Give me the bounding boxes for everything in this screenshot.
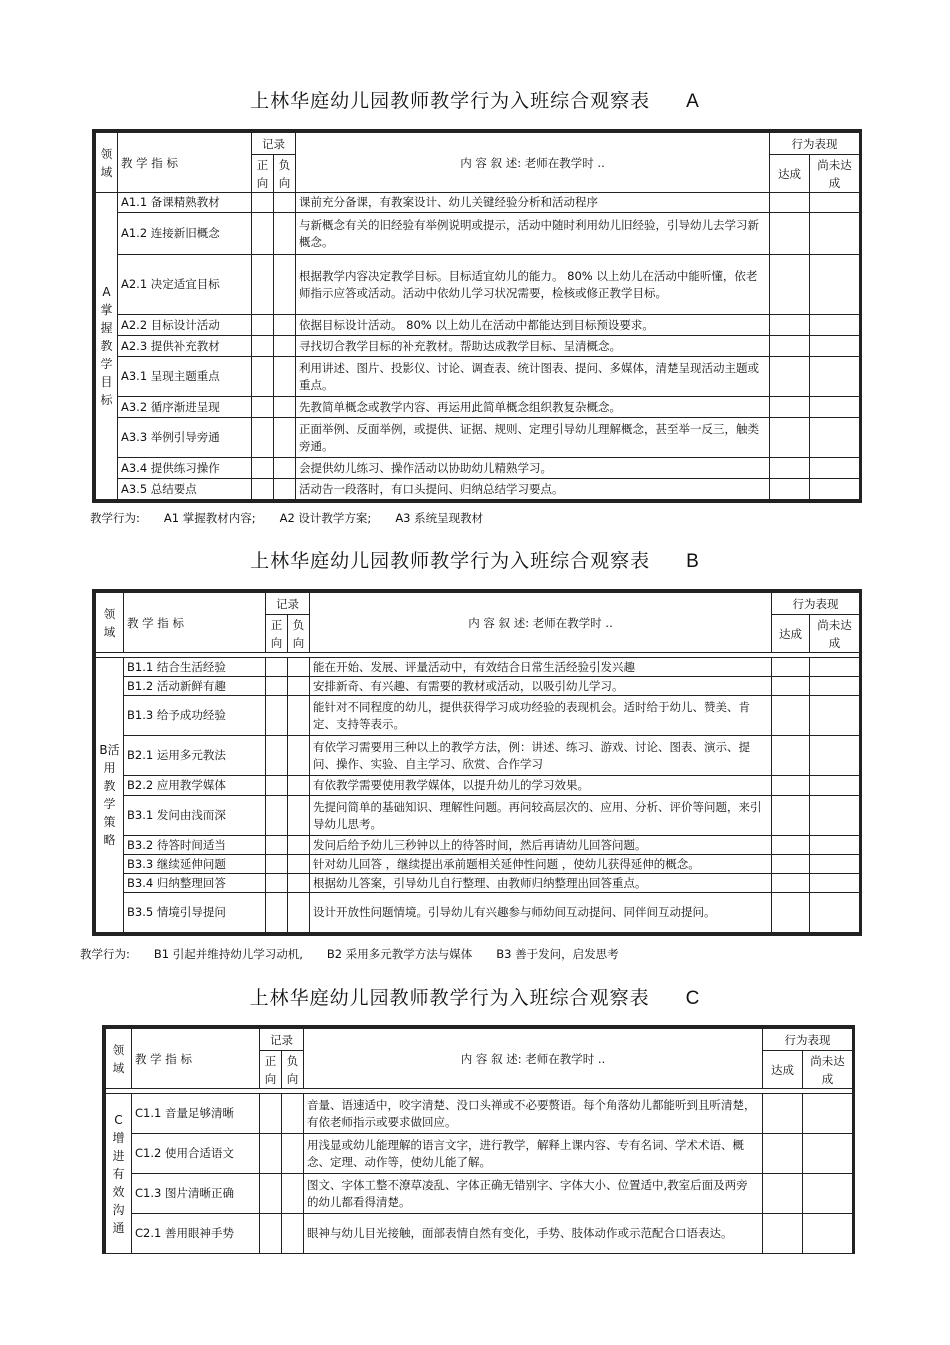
achieved-cell[interactable] bbox=[770, 479, 810, 500]
indicator-cell: A3.2 循序渐进呈现 bbox=[118, 397, 252, 418]
header-domain: 领域 bbox=[106, 1029, 132, 1089]
not-achieved-cell[interactable] bbox=[810, 796, 860, 836]
indicator-cell: A1.1 备课精熟教材 bbox=[118, 193, 252, 213]
record-positive-cell[interactable] bbox=[260, 1214, 282, 1254]
table-row bbox=[106, 1214, 853, 1254]
content-cell: 根据幼儿答案，引导幼儿自行整理、由教师归纳整理出回答重点。 bbox=[310, 874, 772, 893]
indicator-cell: B1.1 结合生活经验 bbox=[124, 658, 266, 677]
record-negative-cell[interactable] bbox=[274, 255, 296, 315]
achieved-cell[interactable] bbox=[763, 1214, 803, 1254]
content-cell: 有依教学需要使用教学媒体，以提升幼儿的学习效果。 bbox=[310, 776, 772, 796]
indicator-cell: C1.1 音量足够清晰 bbox=[132, 1094, 260, 1134]
record-positive-cell[interactable] bbox=[266, 836, 288, 855]
record-positive-cell[interactable] bbox=[252, 213, 274, 255]
record-positive-cell[interactable] bbox=[266, 855, 288, 874]
not-achieved-cell[interactable] bbox=[810, 336, 860, 357]
header-indicator: 教 学 指 标 bbox=[132, 1029, 260, 1089]
content-cell: 依据目标设计活动。 80% 以上幼儿在活动中都能达到目标预设要求。 bbox=[296, 315, 770, 336]
footer-item: B1 引起并维持幼儿学习动机, bbox=[153, 947, 303, 961]
record-negative-cell[interactable] bbox=[288, 893, 310, 933]
indicator-cell: C1.3 图片清晰正确 bbox=[132, 1174, 260, 1214]
header-positive: 正向 bbox=[252, 155, 274, 193]
not-achieved-cell[interactable] bbox=[810, 677, 860, 696]
indicator-cell: B3.4 归纳整理回答 bbox=[124, 874, 266, 893]
record-positive-cell[interactable] bbox=[252, 479, 274, 500]
table-row bbox=[96, 479, 860, 500]
achieved-cell[interactable] bbox=[770, 255, 810, 315]
not-achieved-cell[interactable] bbox=[810, 315, 860, 336]
table-suffix: A bbox=[686, 91, 700, 112]
achieved-cell[interactable] bbox=[772, 874, 810, 893]
table-row bbox=[96, 893, 860, 933]
table-row bbox=[96, 796, 860, 836]
table-suffix: C bbox=[685, 988, 701, 1009]
header-not-achieved: 尚未达成 bbox=[810, 155, 860, 193]
table-row bbox=[96, 736, 860, 776]
achieved-cell[interactable] bbox=[770, 357, 810, 397]
header-indicator: 教 学 指 标 bbox=[124, 593, 266, 653]
domain-cell: A掌握教学目标 bbox=[96, 193, 118, 500]
indicator-cell: B3.2 待答时间适当 bbox=[124, 836, 266, 855]
not-achieved-cell[interactable] bbox=[803, 1094, 853, 1134]
header-indicator: 教 学 指 标 bbox=[118, 133, 252, 193]
record-negative-cell[interactable] bbox=[274, 479, 296, 500]
record-positive-cell[interactable] bbox=[266, 893, 288, 933]
record-negative-cell[interactable] bbox=[274, 397, 296, 418]
table-footer bbox=[90, 510, 507, 526]
header-record: 记录 bbox=[266, 593, 310, 615]
not-achieved-cell[interactable] bbox=[810, 418, 860, 458]
not-achieved-cell[interactable] bbox=[810, 855, 860, 874]
footer-label: 教学行为: bbox=[90, 511, 140, 525]
not-achieved-cell[interactable] bbox=[810, 213, 860, 255]
content-cell: 先教简单概念或教学内容、再运用此简单概念组织教复杂概念。 bbox=[296, 397, 770, 418]
record-negative-cell[interactable] bbox=[288, 658, 310, 677]
record-negative-cell[interactable] bbox=[282, 1094, 304, 1134]
content-cell: 针对幼儿回答 ，继续提出承前题相关延伸性问题 ，使幼儿获得延伸的概念。 bbox=[310, 855, 772, 874]
not-achieved-cell[interactable] bbox=[803, 1214, 853, 1254]
footer-item: B3 善于发问，启发思考 bbox=[496, 947, 619, 961]
header-achieved: 达成 bbox=[763, 1051, 803, 1089]
record-negative-cell[interactable] bbox=[274, 458, 296, 479]
record-positive-cell[interactable] bbox=[252, 458, 274, 479]
indicator-cell: B1.2 活动新鲜有趣 bbox=[124, 677, 266, 696]
record-positive-cell[interactable] bbox=[266, 677, 288, 696]
header-achieved: 达成 bbox=[770, 155, 810, 193]
header-negative: 负向 bbox=[288, 615, 310, 653]
achieved-cell[interactable] bbox=[772, 736, 810, 776]
not-achieved-cell[interactable] bbox=[810, 836, 860, 855]
record-positive-cell[interactable] bbox=[252, 397, 274, 418]
header-achieved: 达成 bbox=[772, 615, 810, 653]
record-negative-cell[interactable] bbox=[288, 776, 310, 796]
content-cell: 利用讲述、图片、投影仪、讨论、调查表、统计图表、提问、多媒体，清楚呈现活动主题或重点。 bbox=[296, 357, 770, 397]
table-title: 上林华庭幼儿园教师教学行为入班综合观察表 bbox=[250, 90, 651, 112]
record-negative-cell[interactable] bbox=[274, 418, 296, 458]
indicator-cell: A2.2 目标设计活动 bbox=[118, 315, 252, 336]
record-negative-cell[interactable] bbox=[274, 213, 296, 255]
record-negative-cell[interactable] bbox=[282, 1174, 304, 1214]
header-performance: 行为表现 bbox=[763, 1029, 853, 1051]
achieved-cell[interactable] bbox=[772, 796, 810, 836]
domain-cell: B活用教学策略 bbox=[96, 658, 124, 933]
header-negative: 负向 bbox=[274, 155, 296, 193]
indicator-cell: A3.4 提供练习操作 bbox=[118, 458, 252, 479]
indicator-cell: A1.2 连接新旧概念 bbox=[118, 213, 252, 255]
record-negative-cell[interactable] bbox=[288, 736, 310, 776]
header-content: 内 容 叙 述: 老师在教学时 .. bbox=[310, 593, 772, 653]
content-cell: 有依学习需要用三种以上的教学方法，例：讲述、练习、游戏、讨论、图表、演示、提问、操作、实验、自主学习、欣赏、合作学习 bbox=[310, 736, 772, 776]
record-positive-cell[interactable] bbox=[260, 1174, 282, 1214]
achieved-cell[interactable] bbox=[772, 776, 810, 796]
table-title: 上林华庭幼儿园教师教学行为入班综合观察表 bbox=[249, 987, 650, 1009]
record-negative-cell[interactable] bbox=[288, 874, 310, 893]
header-record: 记录 bbox=[252, 133, 296, 155]
achieved-cell[interactable] bbox=[763, 1174, 803, 1214]
achieved-cell[interactable] bbox=[772, 893, 810, 933]
table-row bbox=[96, 855, 860, 874]
achieved-cell[interactable] bbox=[770, 397, 810, 418]
table-row bbox=[96, 336, 860, 357]
table-row bbox=[96, 836, 860, 855]
header-not-achieved: 尚未达成 bbox=[810, 615, 860, 653]
content-cell: 会提供幼儿练习、操作活动以协助幼儿精熟学习。 bbox=[296, 458, 770, 479]
record-positive-cell[interactable] bbox=[252, 193, 274, 213]
content-cell: 能在开始、发展、评量活动中，有效结合日常生活经验引发兴趣 bbox=[310, 658, 772, 677]
footer-item: A1 掌握教材内容; bbox=[163, 511, 256, 525]
not-achieved-cell[interactable] bbox=[810, 658, 860, 677]
content-cell: 图文、字体工整不潦草凌乱、字体正确无错别字、字体大小、位置适中,教室后面及两旁的幼儿都看得清楚。 bbox=[304, 1174, 763, 1214]
record-positive-cell[interactable] bbox=[252, 255, 274, 315]
table-row bbox=[96, 658, 860, 677]
record-positive-cell[interactable] bbox=[266, 776, 288, 796]
indicator-cell: B1.3 给予成功经验 bbox=[124, 696, 266, 736]
footer-item: A3 系统呈现教材 bbox=[395, 511, 484, 525]
indicator-cell: C1.2 使用合适语文 bbox=[132, 1134, 260, 1174]
header-positive: 正向 bbox=[260, 1051, 282, 1089]
header-negative: 负向 bbox=[282, 1051, 304, 1089]
table-title: 上林华庭幼儿园教师教学行为入班综合观察表 bbox=[250, 550, 651, 572]
footer-item: B2 采用多元教学方法与媒体 bbox=[326, 947, 473, 961]
indicator-cell: B3.5 情境引导提问 bbox=[124, 893, 266, 933]
header-positive: 正向 bbox=[266, 615, 288, 653]
indicator-cell: A3.1 呈现主题重点 bbox=[118, 357, 252, 397]
table-row bbox=[96, 418, 860, 458]
content-cell: 安排新奇、有兴趣、有需要的教材或活动，以吸引幼儿学习。 bbox=[310, 677, 772, 696]
table-row bbox=[96, 677, 860, 696]
content-cell: 根据教学内容决定教学目标。目标适宜幼儿的能力。 80% 以上幼儿在活动中能听懂，依老师指示应答或活动。活动中依幼儿学习状况需要，检核或修正教学目标。 bbox=[296, 255, 770, 315]
table-row bbox=[96, 776, 860, 796]
table-row bbox=[96, 874, 860, 893]
header-content: 内 容 叙 述: 老师在教学时 .. bbox=[296, 133, 770, 193]
content-cell: 设计开放性问题情境。引导幼儿有兴趣参与师幼间互动提问、同伴间互动提问。 bbox=[310, 893, 772, 933]
table-row bbox=[96, 397, 860, 418]
table-row bbox=[96, 357, 860, 397]
content-cell: 用浅显或幼儿能理解的语言文字，进行教学，解释上课内容、专有名词、学术术语、概念、定理、动作等，使幼儿能了解。 bbox=[304, 1134, 763, 1174]
table-row bbox=[106, 1174, 853, 1214]
content-cell: 音量、语速适中，咬字清楚、没口头禅或不必要赘语。每个角落幼儿都能听到且听清楚，有依老师指示或要求做回应。 bbox=[304, 1094, 763, 1134]
record-negative-cell[interactable] bbox=[274, 315, 296, 336]
not-achieved-cell[interactable] bbox=[810, 776, 860, 796]
content-cell: 活动告一段落时，有口头提问、归纳总结学习要点。 bbox=[296, 479, 770, 500]
header-content: 内 容 叙 述: 老师在教学时 .. bbox=[304, 1029, 763, 1089]
content-cell: 眼神与幼儿目光接触，面部表情自然有变化，手势、肢体动作或示范配合口语表达。 bbox=[304, 1214, 763, 1254]
record-positive-cell[interactable] bbox=[252, 315, 274, 336]
not-achieved-cell[interactable] bbox=[810, 479, 860, 500]
table-row bbox=[96, 696, 860, 736]
header-performance: 行为表现 bbox=[770, 133, 860, 155]
not-achieved-cell[interactable] bbox=[810, 458, 860, 479]
table-suffix: B bbox=[686, 551, 700, 572]
record-negative-cell[interactable] bbox=[282, 1214, 304, 1254]
not-achieved-cell[interactable] bbox=[803, 1174, 853, 1214]
table-row bbox=[106, 1134, 853, 1174]
table-row bbox=[96, 193, 860, 213]
record-positive-cell[interactable] bbox=[260, 1134, 282, 1174]
not-achieved-cell[interactable] bbox=[810, 696, 860, 736]
observation-table-a bbox=[92, 129, 862, 503]
content-cell: 能针对不同程度的幼儿，提供获得学习成功经验的表现机会。适时给于幼儿、赞美、肯定、支持等表示。 bbox=[310, 696, 772, 736]
domain-cell: C增进有效沟通 bbox=[106, 1094, 132, 1254]
footer-item: A2 设计教学方案; bbox=[279, 511, 372, 525]
indicator-cell: B2.1 运用多元教法 bbox=[124, 736, 266, 776]
not-achieved-cell[interactable] bbox=[803, 1134, 853, 1174]
achieved-cell[interactable] bbox=[770, 315, 810, 336]
indicator-cell: B3.3 继续延伸问题 bbox=[124, 855, 266, 874]
record-positive-cell[interactable] bbox=[266, 736, 288, 776]
observation-table-c bbox=[102, 1025, 855, 1254]
header-record: 记录 bbox=[260, 1029, 304, 1051]
record-positive-cell[interactable] bbox=[266, 874, 288, 893]
content-cell: 先提问简单的基础知识、理解性问题。再问较高层次的、应用、分析、评价等问题，来引导幼儿思考。 bbox=[310, 796, 772, 836]
table-row bbox=[96, 315, 860, 336]
achieved-cell[interactable] bbox=[770, 213, 810, 255]
record-positive-cell[interactable] bbox=[252, 336, 274, 357]
page-title bbox=[0, 86, 950, 113]
record-positive-cell[interactable] bbox=[266, 658, 288, 677]
not-achieved-cell[interactable] bbox=[810, 893, 860, 933]
table-row bbox=[96, 213, 860, 255]
record-positive-cell[interactable] bbox=[252, 357, 274, 397]
footer-label: 教学行为: bbox=[80, 947, 130, 961]
record-positive-cell[interactable] bbox=[260, 1094, 282, 1134]
achieved-cell[interactable] bbox=[763, 1134, 803, 1174]
header-domain: 领域 bbox=[96, 133, 118, 193]
header-domain: 领域 bbox=[96, 593, 124, 653]
record-negative-cell[interactable] bbox=[288, 855, 310, 874]
indicator-cell: B2.2 应用教学媒体 bbox=[124, 776, 266, 796]
content-cell: 寻找切合教学目标的补充教材。帮助达成教学目标、呈清概念。 bbox=[296, 336, 770, 357]
achieved-cell[interactable] bbox=[770, 418, 810, 458]
table-row bbox=[106, 1094, 853, 1134]
observation-table-b bbox=[92, 589, 862, 936]
indicator-cell: A3.3 举例引导旁通 bbox=[118, 418, 252, 458]
achieved-cell[interactable] bbox=[772, 836, 810, 855]
not-achieved-cell[interactable] bbox=[810, 874, 860, 893]
content-cell: 正面举例、反面举例，或提供、证据、规则、定理引导幼儿理解概念，甚至举一反三，触类旁通。 bbox=[296, 418, 770, 458]
table-row bbox=[96, 255, 860, 315]
record-negative-cell[interactable] bbox=[274, 193, 296, 213]
indicator-cell: A2.1 决定适宜目标 bbox=[118, 255, 252, 315]
page-title bbox=[0, 546, 950, 573]
achieved-cell[interactable] bbox=[763, 1094, 803, 1134]
content-cell: 发问后给予幼儿三秒钟以上的待答时间，然后再请幼儿回答问题。 bbox=[310, 836, 772, 855]
not-achieved-cell[interactable] bbox=[810, 193, 860, 213]
indicator-cell: C2.1 善用眼神手势 bbox=[132, 1214, 260, 1254]
header-performance: 行为表现 bbox=[772, 593, 860, 615]
page-title bbox=[0, 983, 950, 1010]
header-not-achieved: 尚未达成 bbox=[803, 1051, 853, 1089]
record-negative-cell[interactable] bbox=[288, 696, 310, 736]
table-row bbox=[96, 458, 860, 479]
achieved-cell[interactable] bbox=[772, 855, 810, 874]
record-positive-cell[interactable] bbox=[266, 696, 288, 736]
indicator-cell: A2.3 提供补充教材 bbox=[118, 336, 252, 357]
achieved-cell[interactable] bbox=[770, 336, 810, 357]
achieved-cell[interactable] bbox=[772, 696, 810, 736]
achieved-cell[interactable] bbox=[772, 677, 810, 696]
record-negative-cell[interactable] bbox=[288, 836, 310, 855]
indicator-cell: A3.5 总结要点 bbox=[118, 479, 252, 500]
achieved-cell[interactable] bbox=[772, 658, 810, 677]
achieved-cell[interactable] bbox=[770, 458, 810, 479]
table-footer bbox=[80, 946, 643, 962]
not-achieved-cell[interactable] bbox=[810, 397, 860, 418]
record-negative-cell[interactable] bbox=[282, 1134, 304, 1174]
not-achieved-cell[interactable] bbox=[810, 736, 860, 776]
not-achieved-cell[interactable] bbox=[810, 255, 860, 315]
content-cell: 课前充分备课，有教案设计、幼儿关键经验分析和活动程序 bbox=[296, 193, 770, 213]
content-cell: 与新概念有关的旧经验有举例说明或提示，活动中随时利用幼儿旧经验，引导幼儿去学习新概念。 bbox=[296, 213, 770, 255]
indicator-cell: B3.1 发问由浅而深 bbox=[124, 796, 266, 836]
not-achieved-cell[interactable] bbox=[810, 357, 860, 397]
record-positive-cell[interactable] bbox=[252, 418, 274, 458]
record-negative-cell[interactable] bbox=[288, 796, 310, 836]
record-positive-cell[interactable] bbox=[266, 796, 288, 836]
record-negative-cell[interactable] bbox=[288, 677, 310, 696]
achieved-cell[interactable] bbox=[770, 193, 810, 213]
record-negative-cell[interactable] bbox=[274, 357, 296, 397]
record-negative-cell[interactable] bbox=[274, 336, 296, 357]
